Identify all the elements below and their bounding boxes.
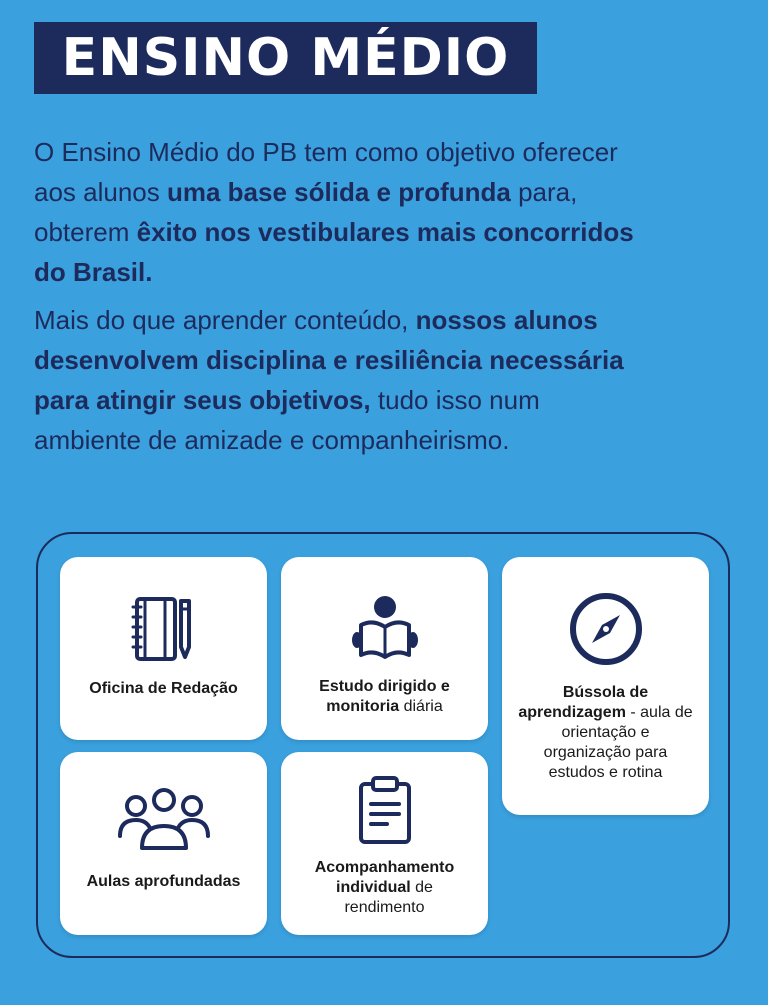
card-acompanhamento-normal: de rendimento [344, 879, 433, 916]
card-oficina-redacao [60, 557, 267, 740]
card-oficina-label [75, 679, 252, 699]
intro-p2-bold-b: nossos alunos desenvolvem disciplina e resiliência necessária para atingir seus objetivos, [34, 305, 624, 415]
reading-person-icon [349, 593, 421, 663]
intro-paragraph-1 [34, 132, 634, 292]
intro-paragraph-2 [34, 300, 634, 460]
intro-p2-text-c: tudo isso num ambiente de amizade e companheirismo. [34, 385, 540, 455]
page-title: ENSINO MÉDIO [61, 28, 510, 88]
intro-text [34, 132, 634, 468]
card-bussola-label [502, 683, 709, 783]
intro-p2-text-a: Mais do que aprender conteúdo, [34, 305, 416, 335]
compass-icon [568, 591, 644, 667]
card-aulas-bold: Aulas aprofundadas [86, 873, 241, 890]
notebook-pencil-icon [129, 593, 199, 665]
clipboard-icon [357, 776, 413, 844]
intro-p1-bold-b: uma base sólida e profunda [166, 177, 511, 207]
intro-p1-text-a: O Ensino Médio do PB tem como objetivo oferecer aos alunos [34, 137, 618, 207]
card-bussola [502, 557, 709, 815]
card-oficina-bold: Oficina de Redação [89, 680, 238, 697]
card-acompanhamento [281, 752, 488, 935]
title-banner [34, 22, 537, 94]
group-people-icon [114, 788, 214, 852]
intro-p1-text-c: para, obterem [34, 177, 578, 247]
card-acompanhamento-label [281, 858, 488, 918]
intro-p1-bold-d: êxito nos vestibulares mais concorridos do Brasil. [34, 217, 634, 287]
card-bussola-bold: Bússola de aprendizagem [518, 684, 649, 721]
card-estudo-bold: Estudo dirigido e monitoria [319, 678, 450, 715]
card-acompanhamento-bold: Acompanhamento individual [314, 859, 455, 896]
card-bussola-normal: - aula de orientação e organização para estudos e rotina [543, 704, 693, 781]
card-estudo-label [281, 677, 488, 717]
card-aulas-aprofundadas [60, 752, 267, 935]
card-estudo-dirigido [281, 557, 488, 740]
card-aulas-label [73, 872, 255, 892]
card-estudo-normal: diária [399, 698, 443, 715]
